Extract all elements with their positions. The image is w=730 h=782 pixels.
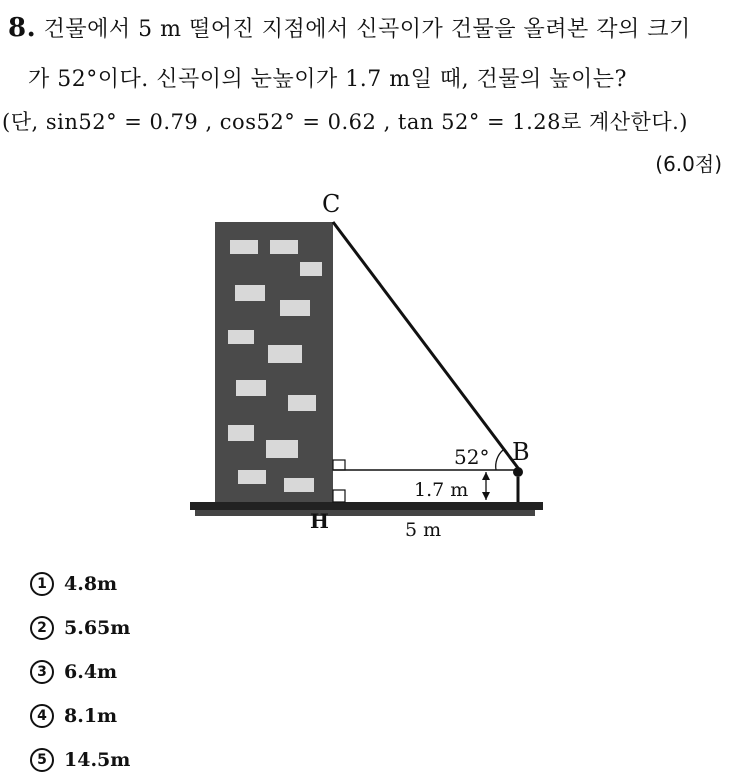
choice-3[interactable] bbox=[30, 650, 130, 694]
choice-text-1: 4.8m bbox=[64, 573, 118, 595]
question-condition: (단, sin52° = 0.79 , cos52° = 0.62 , tan 52° = 1.28로 계산한다.) bbox=[2, 110, 688, 134]
choice-5[interactable] bbox=[30, 738, 130, 782]
question-text-1: 건물에서 5 m 떨어진 지점에서 신곡이가 건물을 올려본 각의 크기 bbox=[43, 17, 691, 42]
choice-marker-2: 2 bbox=[30, 616, 54, 640]
angle-arc bbox=[496, 450, 503, 470]
choice-1[interactable] bbox=[30, 562, 130, 606]
choice-text-2: 5.65m bbox=[64, 617, 131, 639]
question-text-2: 가 52°이다. 신곡이의 눈높이가 1.7 m일 때, 건물의 높이는? bbox=[28, 67, 627, 92]
person-head bbox=[513, 467, 523, 477]
choice-text-4: 8.1m bbox=[64, 705, 118, 727]
choice-text-5: 14.5m bbox=[64, 749, 131, 771]
choice-marker-4: 4 bbox=[30, 704, 54, 728]
ground bbox=[190, 502, 543, 510]
height-arrow-top bbox=[482, 472, 490, 480]
right-angle-mark-lower bbox=[333, 490, 345, 502]
choice-marker-5: 5 bbox=[30, 748, 54, 772]
label-h: H bbox=[310, 509, 329, 533]
distance-label: 5 m bbox=[405, 519, 442, 541]
choice-2[interactable] bbox=[30, 606, 130, 650]
question-number: 8. bbox=[8, 13, 37, 43]
choice-marker-1: 1 bbox=[30, 572, 54, 596]
choice-marker-3: 3 bbox=[30, 660, 54, 684]
label-c: C bbox=[322, 190, 341, 218]
angle-label: 52° bbox=[454, 445, 490, 469]
right-angle-mark-upper bbox=[333, 460, 345, 470]
choice-text-3: 6.4m bbox=[64, 661, 118, 683]
eye-height-label: 1.7 m bbox=[414, 479, 469, 501]
sight-line bbox=[333, 222, 518, 468]
label-b: B bbox=[512, 438, 530, 466]
answer-choices bbox=[30, 562, 130, 782]
choice-4[interactable] bbox=[30, 694, 130, 738]
height-arrow-bottom bbox=[482, 492, 490, 500]
point-value: (6.0점) bbox=[655, 152, 722, 176]
ground-shadow bbox=[195, 510, 535, 516]
